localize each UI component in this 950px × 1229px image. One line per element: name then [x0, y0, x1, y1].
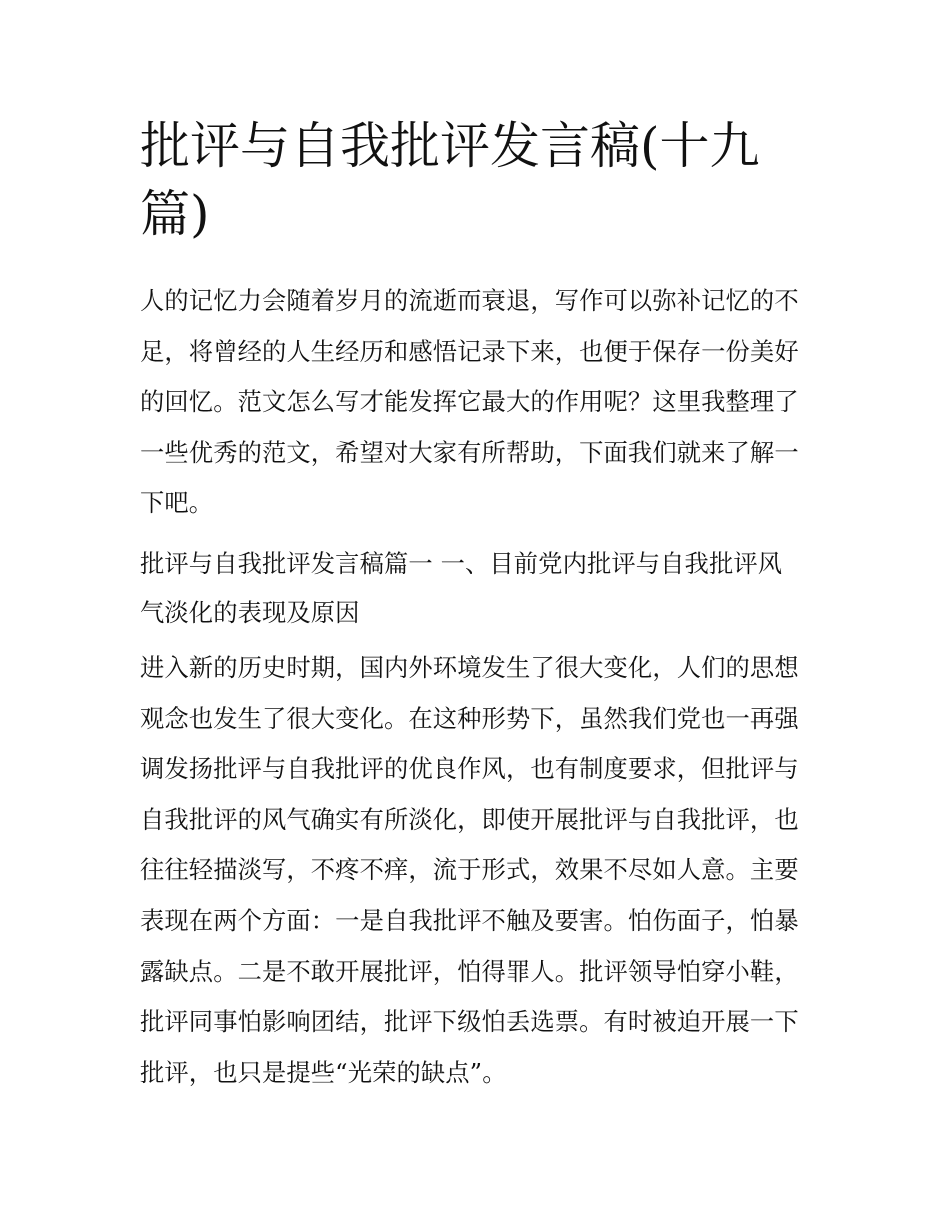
body-paragraph: 进入新的历史时期，国内外环境发生了很大变化，人们的思想观念也发生了很大变化。在这种形势下，虽然我们党也一再强调发扬批评与自我批评的优良作风，也有制度要求，但批评与自我批评的风气确实有所淡化，即使开展批评与自我批评，也往往轻描淡写，不疼不痒，流于形式，效果不尽如人意。主要表现在两个方面：一是自我批评不触及要害。怕伤面子，怕暴露缺点。二是不敢开展批评，怕得罪人。批评领导怕穿小鞋，批评同事怕影响团结，批评下级怕丢选票。有时被迫开展一下批评，也只是提些“光荣的缺点”。 [140, 652, 799, 1087]
document-page [140, 112, 814, 1098]
section-heading: 批评与自我批评发言稿篇一 一、目前党内批评与自我批评风气淡化的表现及原因 [140, 548, 783, 627]
intro-paragraph: 人的记忆力会随着岁月的流逝而衰退，写作可以弥补记忆的不足，将曾经的人生经历和感悟记录下来，也便于保存一份美好的回忆。范文怎么写才能发挥它最大的作用呢？这里我整理了一些优秀的范文，希望对大家有所帮助，下面我们就来了解一下吧。 [140, 286, 799, 518]
document-title: 批评与自我批评发言稿(十九篇) [140, 117, 760, 243]
